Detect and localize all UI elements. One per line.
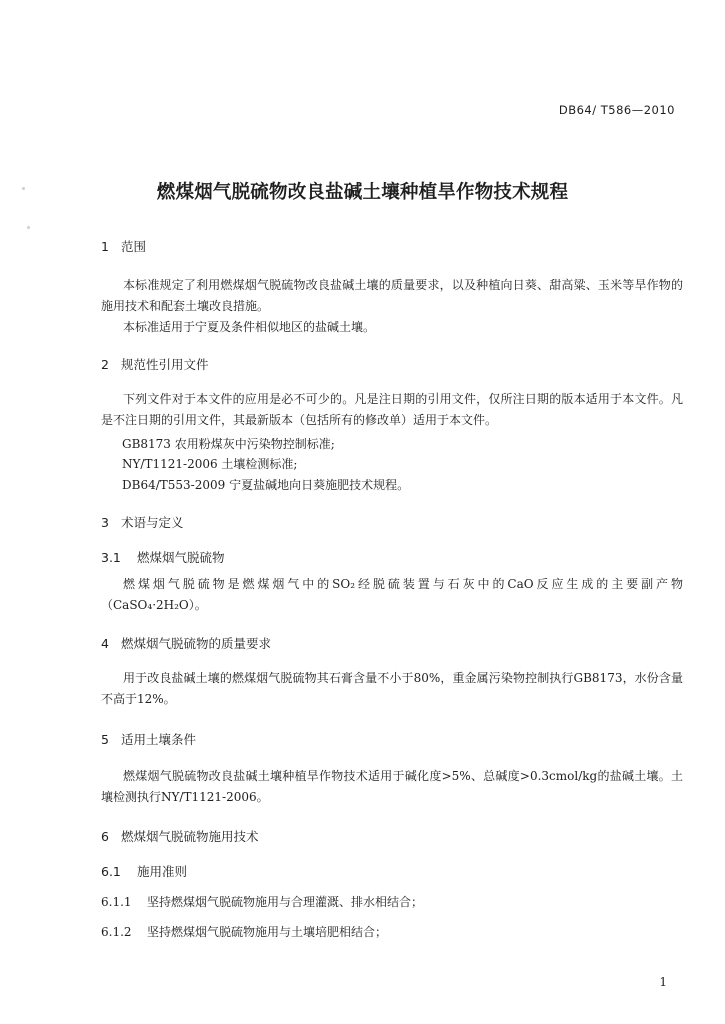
clause-text: 坚持燃煤烟气脱硫物施用与合理灌溉、排水相结合； xyxy=(147,895,424,909)
subsection-title: 施用准则 xyxy=(137,864,188,879)
reference-item: DB64/T553-2009 宁夏盐碱地向日葵施肥技术规程。 xyxy=(122,478,410,492)
section-title: 燃煤烟气脱硫物施用技术 xyxy=(121,829,259,844)
section-title: 适用土壤条件 xyxy=(121,732,197,747)
scope-paragraph: 本标准规定了利用燃煤烟气脱硫物改良盐碱土壤的质量要求，以及种植向日葵、甜高粱、玉米等旱作物的施用技术和配套土壤改良措施。 xyxy=(101,278,683,313)
definition-paragraph: 燃煤烟气脱硫物是燃煤烟气中的SO₂经脱硫装置与石灰中的CaO反应生成的主要副产物（CaSO₄·2H₂O）。 xyxy=(101,577,683,612)
section-title: 术语与定义 xyxy=(121,515,184,530)
scope-applicability: 本标准适用于宁夏及条件相似地区的盐碱土壤。 xyxy=(123,320,376,334)
section-number: 1 xyxy=(101,239,109,254)
reference-item: NY/T1121-2006 土壤检测标准; xyxy=(122,457,298,471)
section-title: 范围 xyxy=(121,239,147,254)
section-heading-6 xyxy=(101,827,259,845)
reference-item: GB8173 农用粉煤灰中污染物控制标准; xyxy=(122,437,335,451)
section-title: 燃煤烟气脱硫物的质量要求 xyxy=(121,636,272,651)
clause-6-1-1 xyxy=(101,893,423,910)
page-number: 1 xyxy=(659,975,667,989)
section-heading-3 xyxy=(101,513,184,531)
subsection-title: 燃煤烟气脱硫物 xyxy=(137,550,225,565)
section-heading-1 xyxy=(101,237,146,255)
document-title: 燃煤烟气脱硫物改良盐碱土壤种植旱作物技术规程 xyxy=(156,182,569,203)
section-number: 3 xyxy=(101,515,109,530)
soil-conditions-paragraph: 燃煤烟气脱硫物改良盐碱土壤种植旱作物技术适用于碱化度>5%、总碱度>0.3cmol/kg的盐碱土壤。土壤检测执行NY/T1121-2006。 xyxy=(101,769,683,804)
section-number: 6 xyxy=(101,829,109,844)
section-heading-2 xyxy=(101,355,209,373)
section-heading-5 xyxy=(101,730,196,748)
section-number: 4 xyxy=(101,636,109,651)
section-number: 2 xyxy=(101,357,109,372)
clause-6-1-2 xyxy=(101,923,387,940)
clause-text: 坚持燃煤烟气脱硫物施用与土壤培肥相结合； xyxy=(147,925,388,939)
subsection-number: 3.1 xyxy=(101,550,121,565)
subsection-heading-6-1 xyxy=(101,862,187,880)
clause-number: 6.1.1 xyxy=(101,895,132,909)
standard-code: DB64/ T586—2010 xyxy=(558,103,675,117)
quality-requirements-paragraph: 用于改良盐碱土壤的燃煤烟气脱硫物其石膏含量不小于80%，重金属污染物控制执行GB8173，水份含量不高于12%。 xyxy=(101,671,683,706)
clause-number: 6.1.2 xyxy=(101,925,132,939)
section-number: 5 xyxy=(101,732,109,747)
normative-references-paragraph: 下列文件对于本文件的应用是必不可少的。凡是注日期的引用文件，仅所注日期的版本适用于本文件。凡是不注日期的引用文件，其最新版本（包括所有的修改单）适用于本文件。 xyxy=(101,392,683,427)
subsection-number: 6.1 xyxy=(101,864,121,879)
scan-speck xyxy=(27,226,30,229)
subsection-heading-3-1 xyxy=(101,548,225,566)
section-heading-4 xyxy=(101,634,271,652)
section-title: 规范性引用文件 xyxy=(121,357,209,372)
